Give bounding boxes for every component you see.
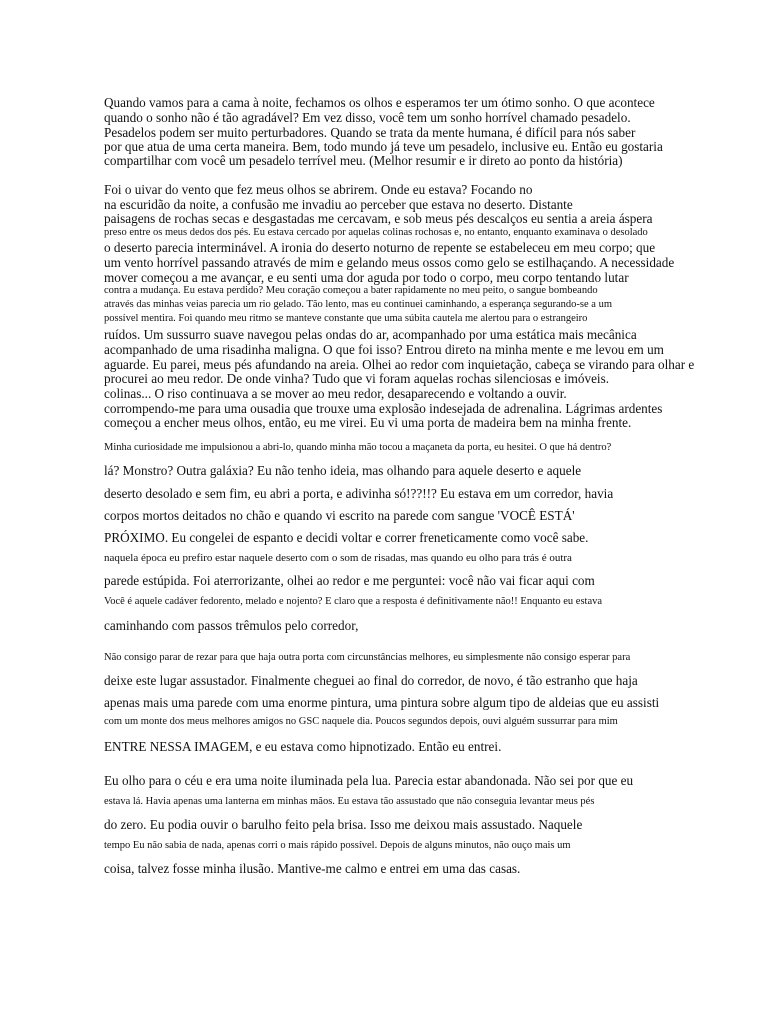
text-line: deixe este lugar assustador. Finalmente cheguei ao final do corredor, de novo, é tão estranho que haja — [104, 673, 638, 688]
text-line: Eu olho para o céu e era uma noite iluminada pela lua. Parecia estar abandonada. Não sei por que eu — [104, 773, 634, 788]
text-line: naquela época eu prefiro estar naquele deserto com o som de risadas, mas quando eu olho para trás é outra — [104, 552, 572, 564]
text-line: compartilhar com você um pesadelo terrível meu. (Melhor resumir e ir direto ao ponto da história) — [104, 153, 623, 168]
text-line: lá? Monstro? Outra galáxia? Eu não tenho ideia, mas olhando para aquele deserto e aquele — [104, 463, 582, 478]
text-line: Não consigo parar de rezar para que haja outra porta com circunstâncias melhores, eu simplesmente não consigo esperar para — [104, 652, 631, 663]
text-line: caminhando com passos trêmulos pelo corredor, — [104, 618, 359, 633]
text-line: parede estúpida. Foi aterrorizante, olhei ao redor e me perguntei: você não vai ficar aqui com — [104, 573, 595, 588]
text-line: ruídos. Um sussurro suave navegou pelas ondas do ar, acompanhado por uma estática mais mecânica — [104, 327, 637, 342]
text-line: o deserto parecia interminável. A ironia do deserto noturno de repente se estabeleceu em meu corpo; que — [104, 240, 656, 255]
text-line: Pesadelos podem ser muito perturbadores. Quando se trata da mente humana, é difícil para nós saber — [104, 125, 636, 140]
text-line: estava lá. Havia apenas uma lanterna em minhas mãos. Eu estava tão assustado que não conseguia levantar meus pés — [104, 796, 595, 807]
text-line: PRÓXIMO. Eu congelei de espanto e decidi voltar e correr freneticamente como você sabe. — [104, 530, 589, 545]
text-line: com um monte dos meus melhores amigos no GSC naquele dia. Poucos segundos depois, ouvi alguém sussurrar para mim — [104, 716, 618, 727]
text-line: apenas mais uma parede com uma enorme pintura, uma pintura sobre algum tipo de aldeias que eu assisti — [104, 695, 660, 710]
text-line: mover começou a me avançar, e eu senti uma dor aguda por todo o corpo, meu corpo tentando lutar — [104, 270, 629, 285]
text-line: Quando vamos para a cama à noite, fechamos os olhos e esperamos ter um ótimo sonho. O que acontece — [104, 95, 655, 110]
text-line: aguarde. Eu parei, meus pés afundando na areia. Olhei ao redor com inquietação, cabeça se virando para olhar e — [104, 357, 695, 372]
text-line: tempo Eu não sabia de nada, apenas corri o mais rápido possível. Depois de alguns minutos, não ouço mais um — [104, 840, 571, 851]
text-line: Você é aquele cadáver fedorento, melado e nojento? E claro que a resposta é definitivamente não!! Enquanto eu estava — [104, 596, 603, 607]
text-line: paisagens de rochas secas e desgastadas me cercavam, e sob meus pés descalços eu sentia a areia áspera — [104, 211, 653, 226]
text-line: na escuridão da noite, a confusão me invadiu ao perceber que estava no deserto. Distante — [104, 197, 573, 212]
text-line: Minha curiosidade me impulsionou a abri-lo, quando minha mão tocou a maçaneta da porta, eu hesitei. O que há dentro? — [104, 442, 612, 453]
text-line: através das minhas veias parecia um rio gelado. Tão lento, mas eu continuei caminhando, a esperança segurando-se a um — [104, 299, 612, 310]
text-line: corrompendo-me para uma ousadia que trouxe uma explosão indesejada de adrenalina. Lágrimas ardentes — [104, 401, 663, 416]
text-line: ENTRE NESSA IMAGEM, e eu estava como hipnotizado. Então eu entrei. — [104, 739, 502, 754]
text-line: preso entre os meus dedos dos pés. Eu estava cercado por aquelas colinas rochosas e, no entanto, enquanto examinava o desolado — [104, 227, 648, 238]
text-line: corpos mortos deitados no chão e quando vi escrito na parede com sangue 'VOCÊ ESTÁ' — [104, 508, 575, 523]
text-line: contra a mudança. Eu estava perdido? Meu coração começou a bater rapidamente no meu peito, o sangue bombeando — [104, 285, 598, 296]
text-line: deserto desolado e sem fim, eu abri a porta, e adivinha só!??!!? Eu estava em um corredor, havia — [104, 486, 614, 501]
text-line: começou a encher meus olhos, então, eu me virei. Eu vi uma porta de madeira bem na minha frente. — [104, 415, 632, 430]
text-line: um vento horrível passando através de mim e gelando meus ossos como gelo se estilhaçando. A necessidade — [104, 255, 675, 270]
text-line: Foi o uivar do vento que fez meus olhos se abrirem. Onde eu estava? Focando no — [104, 182, 533, 197]
text-line: possível mentira. Foi quando meu ritmo se manteve constante que uma súbita cautela me alertou para o estrangeiro — [104, 313, 588, 324]
text-line: por que atua de uma certa maneira. Bem, todo mundo já teve um pesadelo, inclusive eu. Então eu gostaria — [104, 139, 663, 154]
text-line: acompanhado de uma risadinha maligna. O que foi isso? Entrou direto na minha mente e me levou em um — [104, 342, 664, 357]
text-line: quando o sonho não é tão agradável? Em vez disso, você tem um sonho horrível chamado pesadelo. — [104, 110, 631, 125]
text-line: colinas... O riso continuava a se mover ao meu redor, desaparecendo e voltando a ouvir. — [104, 386, 567, 401]
text-line: do zero. Eu podia ouvir o barulho feito pela brisa. Isso me deixou mais assustado. Naquele — [104, 817, 583, 832]
text-line: coisa, talvez fosse minha ilusão. Mantive-me calmo e entrei em uma das casas. — [104, 861, 521, 876]
text-line: procurei ao meu redor. De onde vinha? Tudo que vi foram aquelas rochas silenciosas e imóveis. — [104, 371, 610, 386]
